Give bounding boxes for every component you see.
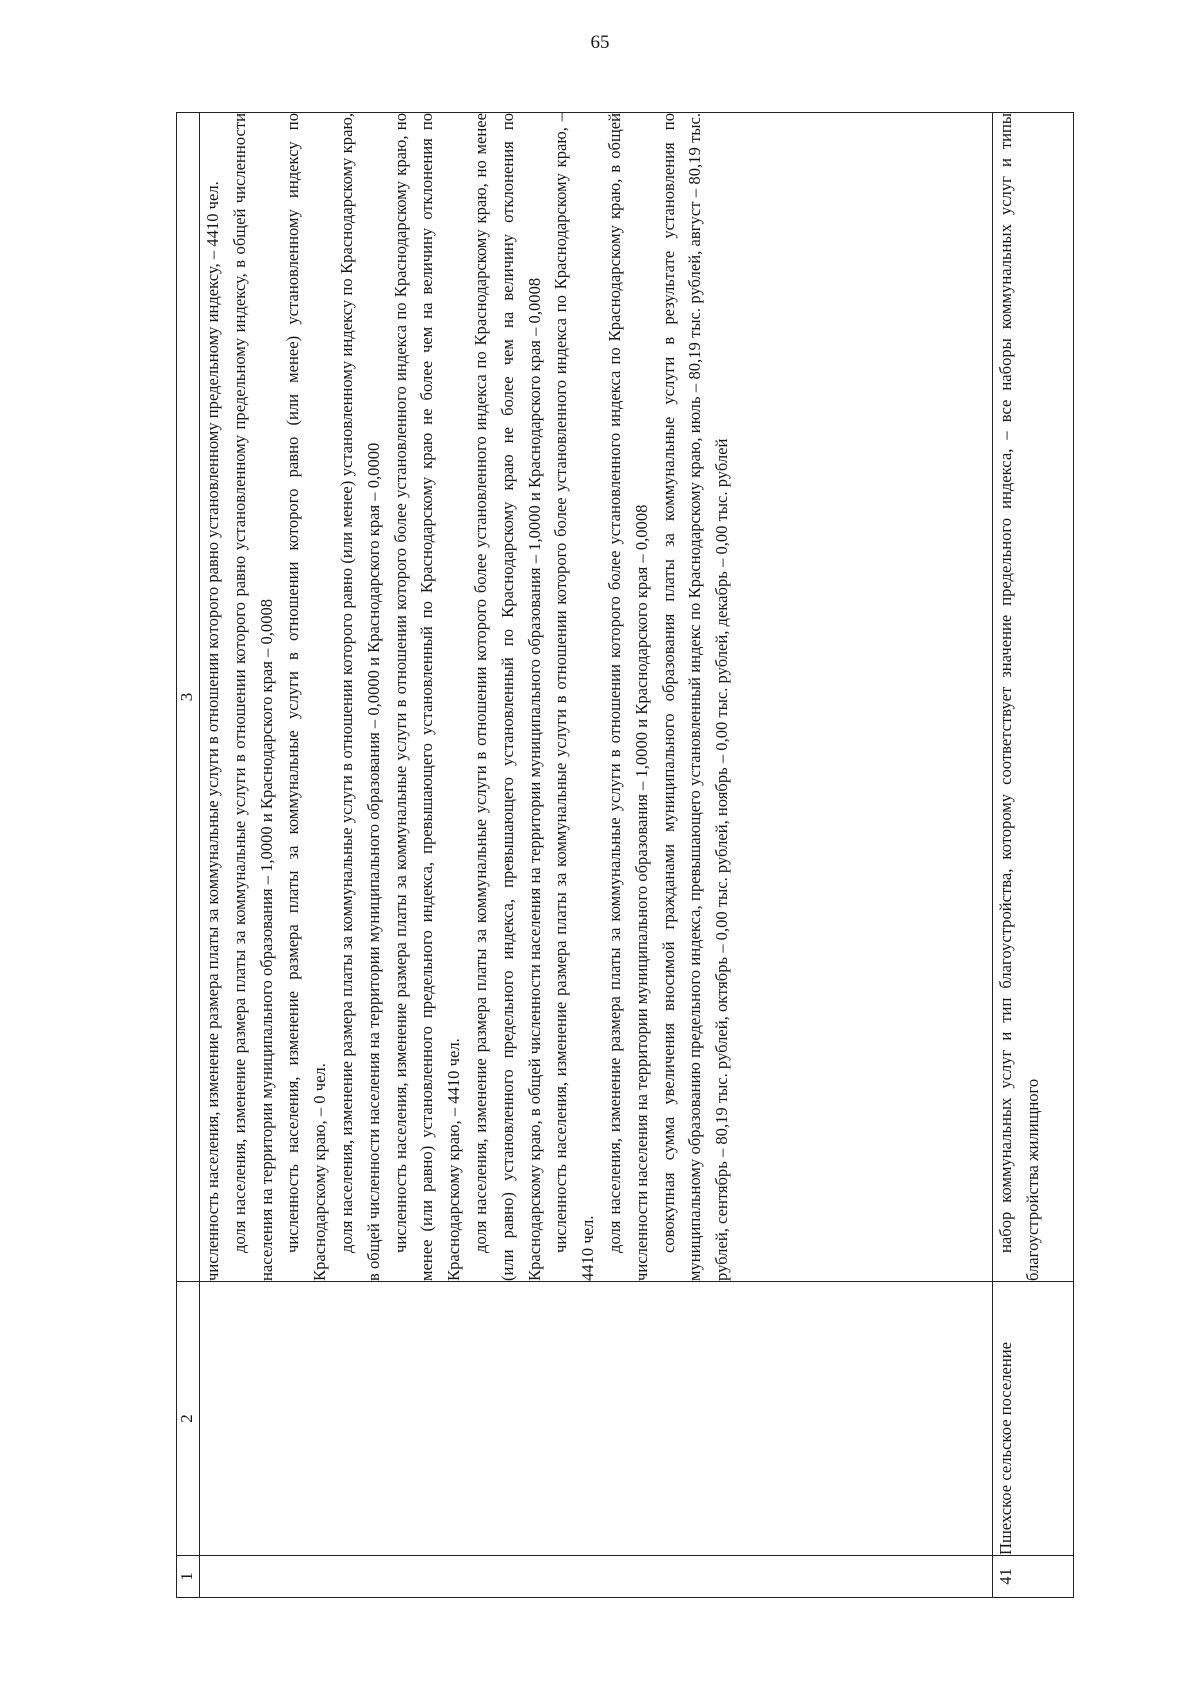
municipality-name-cell xyxy=(200,1282,993,1556)
paragraph: совокупная сумма увеличения вносимой гражданами муниципального образования платы за коммунальные услуги в результате установления по муниципальному образованию предельного индекса, превышающего установленный индекс по Краснодарскому краю, июль – 80,19 тыс. рублей, август – 80,19 тыс. рублей, сентябрь – 80,19 тыс. рублей, октябрь – 0,00 тыс. рублей, ноябрь – 0,00 тыс. рублей, декабрь – 0,00 тыс. рублей xyxy=(658,113,732,1281)
data-table xyxy=(176,112,1074,1598)
table-row-41 xyxy=(993,113,1074,1598)
paragraph: численность населения, изменение размера платы за коммунальные услуги в отношении которого более установленного индекса по Краснодарскому краю, но менее (или равно) установленного предельного индекса, превышающего установленный по Краснодарскому краю не более чем на величину отклонения по Краснодарскому краю, – 4410 чел. xyxy=(390,113,464,1281)
row-number-cell: 41 xyxy=(993,1556,1074,1598)
paragraph: доля населения, изменение размера платы за коммунальные услуги в отношении которого равно (или менее) установленному индексу по Краснодарскому краю, в общей численности населения на территории муниципального образования – 0,0000 и Краснодарского края – 0,0000 xyxy=(336,113,383,1281)
row-number-cell xyxy=(200,1556,993,1598)
paragraph: набор коммунальных услуг и тип благоустройства, которому соответствует значение предельного индекса, – все наборы коммунальных услуг и типы благоустройства жилищного xyxy=(996,113,1043,1281)
indicator-text-cell xyxy=(993,113,1074,1282)
page-number: 65 xyxy=(590,32,610,53)
paragraph: численность населения, изменение размера платы за коммунальные услуги в отношении которого равно (или менее) установленному индексу по Краснодарскому краю, – 0 чел. xyxy=(283,113,330,1281)
rotated-table-container xyxy=(176,113,1074,1598)
table-row-continuation xyxy=(200,113,993,1598)
paragraph: доля населения, изменение размера платы за коммунальные услуги в отношении которого равно установленному предельному индексу, в общей численности населения на территории муниципального образования – 1,0000 и Краснодарского края – 0,0008 xyxy=(229,113,276,1281)
paragraph: доля населения, изменение размера платы за коммунальные услуги в отношении которого более установленного индекса по Краснодарскому краю, но менее (или равно) установленного предельного индекса, превышающего установленный по Краснодарскому краю не более чем на величину отклонения по Краснодарскому краю, в общей численности населения на территории муниципального образования – 1,0000 и Краснодарского края – 0,0008 xyxy=(470,113,544,1281)
table-header-row xyxy=(177,113,200,1598)
municipality-name-cell: Пшехское сельское поселение xyxy=(993,1282,1074,1556)
column-header-3: 3 xyxy=(177,113,200,1282)
column-header-2: 2 xyxy=(177,1282,200,1556)
column-header-1: 1 xyxy=(177,1556,200,1598)
paragraph: численность населения, изменение размера платы за коммунальные услуги в отношении которого равно установленному предельному индексу, – 4410 чел. xyxy=(203,181,222,1281)
indicator-text-cell xyxy=(200,113,993,1282)
paragraph: доля населения, изменение размера платы за коммунальные услуги в отношении которого более установленного индекса по Краснодарскому краю, в общей численности населения на территории муниципального образования – 1,0000 и Краснодарского края – 0,0008 xyxy=(604,113,651,1281)
paragraph: численность населения, изменение размера платы за коммунальные услуги в отношении которого более установленного индекса по Краснодарскому краю, – 4410 чел. xyxy=(551,113,598,1281)
